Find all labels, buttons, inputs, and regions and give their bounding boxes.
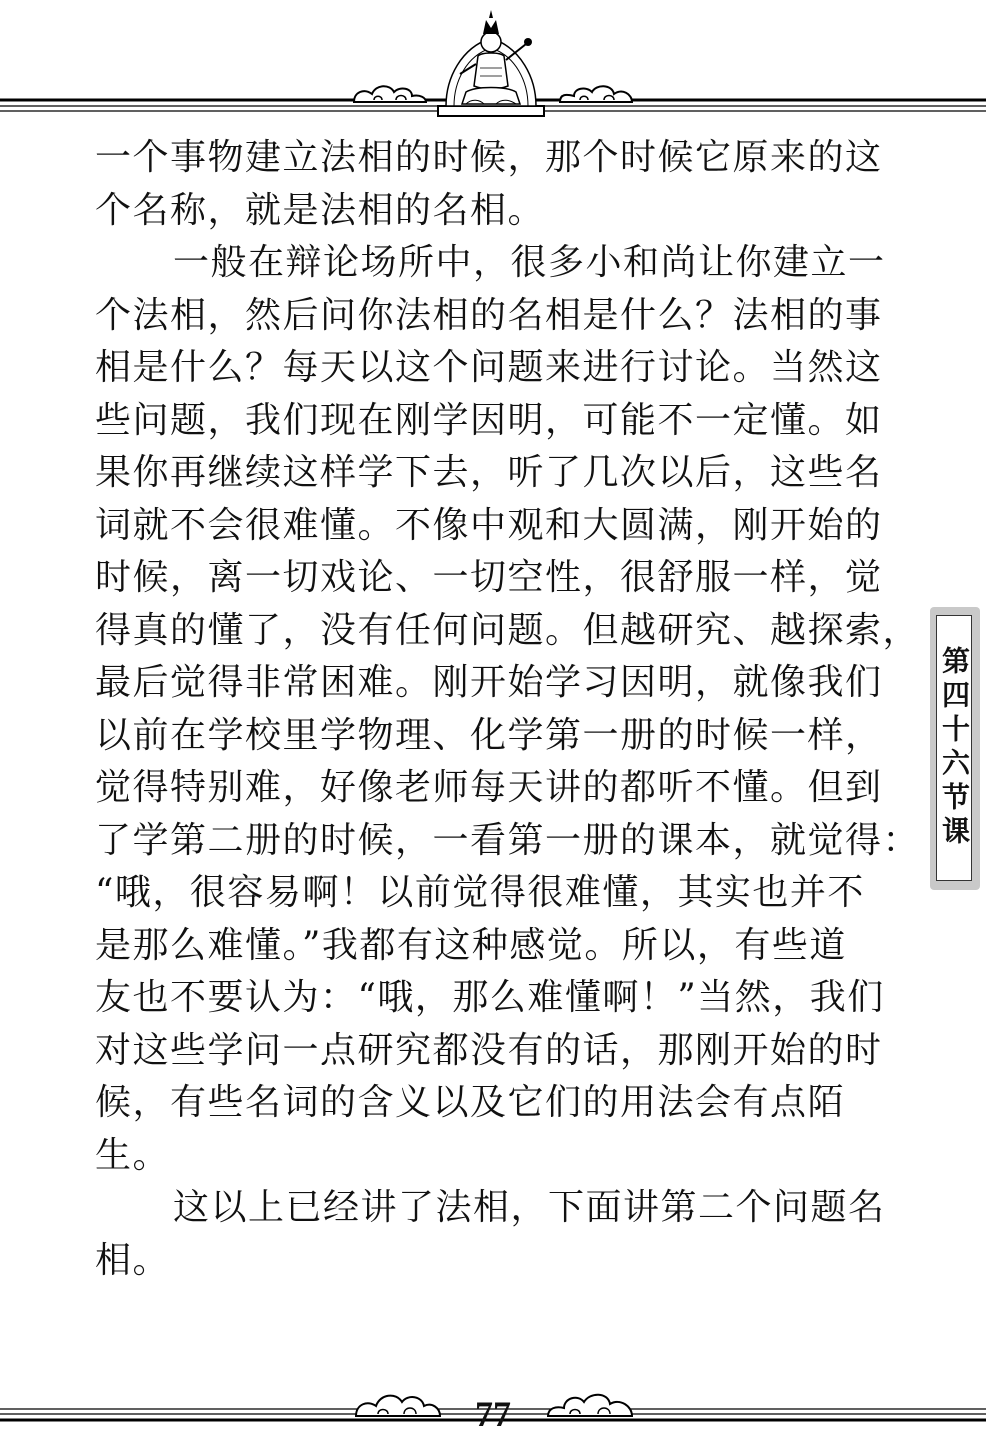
text-line: 个法相，然后问你法相的名相是什么？法相的事 xyxy=(95,294,883,336)
text-line: 一般在辩论场所中，很多小和尚让你建立一 xyxy=(173,242,886,283)
text-line: 候，有些名词的含义以及它们的用法会有点陌 xyxy=(95,1082,846,1123)
text-line: 果你再继续这样学下去，听了几次以后，这些名 xyxy=(95,452,883,493)
text-line: 相。 xyxy=(95,1239,171,1281)
text-line: 了学第二册的时候，一看第一册的课本，就觉得： xyxy=(95,819,921,861)
text-line: 对这些学问一点研究都没有的话，那刚开始的时 xyxy=(95,1029,883,1071)
text-line: 是那么难懂。”我都有这种感觉。所以，有些道 xyxy=(95,924,847,966)
text-line: 相是什么？每天以这个问题来进行讨论。当然这 xyxy=(95,347,883,388)
chapter-side-tab xyxy=(930,607,980,890)
text-line: 词就不会很难懂。不像中观和大圆满，刚开始的 xyxy=(95,504,883,546)
text-line: 觉得特别难，好像老师每天讲的都听不懂。但到 xyxy=(95,767,883,808)
text-line: 得真的懂了，没有任何问题。但越研究、越探索， xyxy=(95,609,921,651)
text-line: 以前在学校里学物理、化学第一册的时候一样， xyxy=(95,714,883,756)
chapter-side-tab-frame xyxy=(936,615,972,881)
text-line: 时候，离一切戏论、一切空性，很舒服一样，觉 xyxy=(95,557,883,598)
text-line: 友也不要认为：“哦，那么难懂啊！”当然，我们 xyxy=(95,977,885,1018)
page-number: 77 xyxy=(475,1394,511,1434)
header-left-cloud-ornament xyxy=(350,82,430,108)
text-line: 最后觉得非常困难。刚开始学习因明，就像我们 xyxy=(95,662,883,703)
deity-figure-illustration xyxy=(436,8,546,118)
text-line: 这以上已经讲了法相，下面讲第二个问题名 xyxy=(173,1187,886,1228)
header-right-cloud-ornament xyxy=(556,82,636,108)
text-line: 生。 xyxy=(95,1134,171,1176)
body-text xyxy=(95,132,921,1287)
chapter-side-tab-label: 第四十六节课 xyxy=(938,646,971,850)
footer-right-cloud-ornament xyxy=(544,1388,636,1422)
text-line: 一个事物建立法相的时候，那个时候它原来的这 xyxy=(95,137,883,178)
text-line: “哦，很容易啊！以前觉得很难懂，其实也并不 xyxy=(95,872,865,913)
footer-left-cloud-ornament xyxy=(352,1388,444,1422)
text-line: 个名称，就是法相的名相。 xyxy=(95,189,546,231)
text-line: 些问题，我们现在刚学因明，可能不一定懂。如 xyxy=(95,399,883,441)
